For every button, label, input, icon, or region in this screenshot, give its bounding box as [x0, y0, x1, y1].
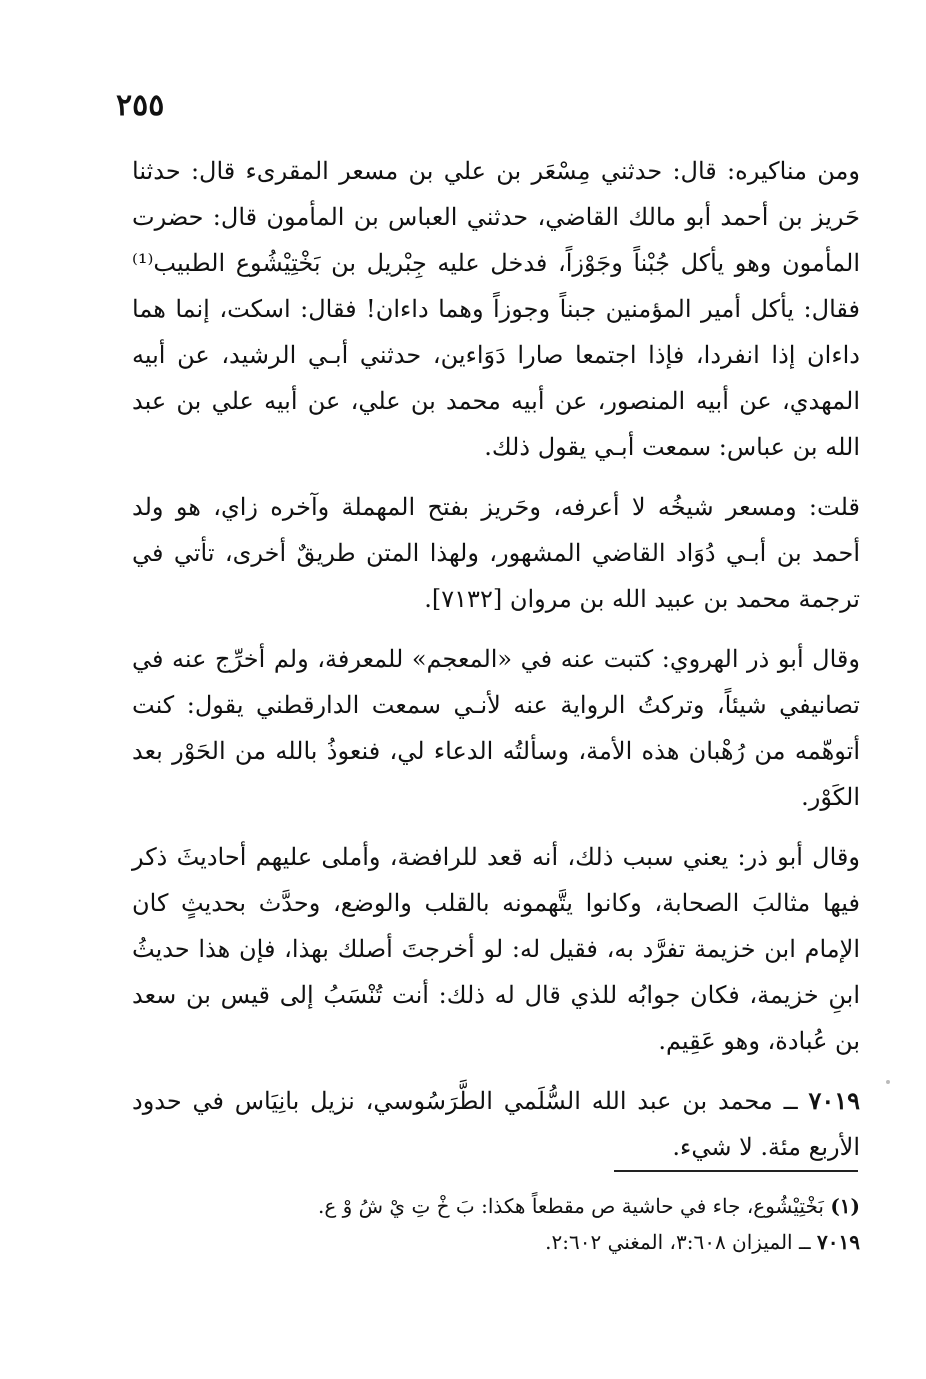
entry-number: ٧٠١٩: [808, 1086, 860, 1115]
footnote-number: (١): [830, 1194, 860, 1218]
footnote-text: ــ الميزان ٣:٦٠٨، المغني ٢:٦٠٢.: [545, 1230, 818, 1254]
paragraph-narration: ومن مناكيره: قال: حدثني مِسْعَر بن علي بن مسعر المقرىء قال: حدثنا حَريز بن أحمد أبو مالك القاضي، حدثني العباس بن المأمون قال: حضرت المأمون وهو يأكل جُبْناً وجَوْزاً، فدخل عليه جِبْريل بن بَخْتِيْشُوع الطبيب⁽¹⁾ فقال: يأكل أمير المؤمنين جبناً وجوزاً وهما داءان! فقال: اسكت، إنما هما داءان إذا انفردا، فإذا اجتمعا صارا دَوَاءين، حدثني أبـي الرشيد، عن أبيه المهدي، عن أبيه المنصور، عن أبيه محمد بن علي، عن أبيه علي بن عبد الله بن عباس: سمعت أبـي يقول ذلك.: [132, 157, 861, 461]
footnote-divider: [614, 1170, 858, 1172]
paragraph-abu-dharr-quote: وقال أبو ذر الهروي: كتبت عنه في «المعجم» للمعرفة، ولم أخرِّج عنه في تصانيفي شيئاً، وتركتُ الرواية عنه لأنـي سمعت الدارقطني يقول: كنت أتوهّمه من رُهْبان هذه الأمة، وسألتُه الدعاء لي، فنعوذُ بالله من الحَوْر بعد الكَوْر.: [132, 645, 860, 811]
entry-text: محمد بن عبد الله السُّلَمي الطَّرَسُوسي، نزيل بانِيَاس في حدود الأربع مئة. لا شيء.: [132, 1087, 860, 1161]
footnote-item: [132, 1224, 860, 1260]
footnote-text: بَخْتِيْشُوع، جاء في حاشية ص مقطعاً هكذا: بَ خْ تِ يْ شُ وْ ع.: [318, 1194, 831, 1218]
footnotes: [132, 1188, 860, 1260]
scan-speck: [886, 1080, 890, 1084]
paragraph-commentary: قلت: ومسعر شيخُه لا أعرفه، وحَريز بفتح المهملة وآخره زاي، هو ولد أحمد بن أبـي دُوَاد القاضي المشهور، ولهذا المتن طريقٌ أخرى، تأتي في ترجمة محمد بن عبيد الله بن مروان [٧١٣٢].: [132, 493, 860, 613]
footnote-item: [132, 1188, 860, 1224]
footnote-number: ٧٠١٩: [817, 1230, 860, 1254]
page-number: ٢٥٥: [116, 88, 165, 123]
paragraph-abu-dharr-explanation: وقال أبو ذر: يعني سبب ذلك، أنه قعد للرافضة، وأملى عليهم أحاديثَ ذكر فيها مثالبَ الصحابة، وكانوا يتَّهمونه بالقلب والوضع، وحدَّث بحديثٍ كان الإمام ابن خزيمة تفرَّد به، فقيل له: لو أخرجتَ أصلك بهذا، فإن هذا حديثُ ابنِ خزيمة، فكان جوابُه للذي قال له ذلك: أنت تُنْسَبُ إلى قيس بن سعد بن عُبادة، وهو عَقِيم.: [132, 843, 860, 1055]
entry-dash: ــ: [772, 1087, 809, 1115]
biography-entry: [132, 1078, 860, 1170]
main-text: [132, 148, 860, 1184]
